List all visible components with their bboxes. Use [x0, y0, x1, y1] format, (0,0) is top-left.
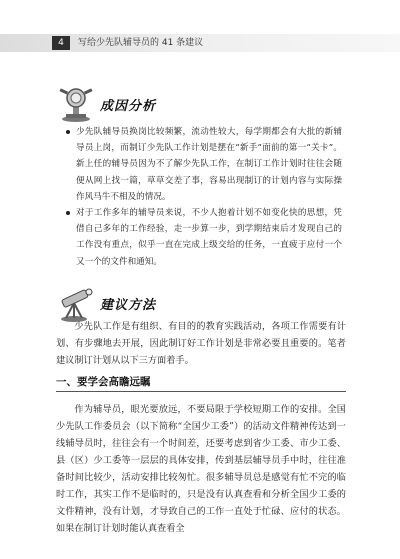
running-title: 写给少先队辅导员的 41 条建议 — [78, 38, 204, 48]
list-item — [66, 205, 342, 270]
analysis-bullet-list — [66, 124, 342, 270]
list-item — [66, 124, 342, 205]
bullet-icon — [66, 211, 70, 215]
page-number: 4 — [52, 36, 70, 50]
body-paragraph: 作为辅导员，眼光要放远，不要局限于学校短期工作的安排。全国少先队工作委员会（以下简称“全国少工委”）的活动文件精神传达到一线辅导员时，往往会有一个时间差，还要考虑到省少工委、市少工委、县（区）少工委等一层层的具体安排，传到基层辅导员手中时，往往准备时间比较少，活动安排比较匆忙。很多辅导员总是感觉有忙不完的临时工作，其实工作不是临时的，只是没有认真查看和分析全国少工委的文件精神，没有计划，才导致自己的工作一直处于忙碌、应付的状态。如果在制订计划时能认真查看全 — [56, 404, 346, 534]
section-heading-methods — [56, 283, 356, 323]
telescope-icon — [56, 283, 96, 323]
methods-intro-paragraph: 少先队工作是有组织、有目的的教育实践活动，各项工作需要有计划、有步骤地去开展，因此制订好工作计划是非常必要且重要的。笔者建议制订计划从以下三方面着手。 — [56, 321, 346, 366]
bullet-icon — [66, 130, 70, 134]
bullet-text: 少先队辅导员换岗比较频繁，流动性较大，每学期都会有大批的新辅导员上岗，而制订少先队工作计划是摆在“新手”面前的第一“关卡”。新上任的辅导员因为不了解少先队工作，在制订工作计划时往往会随便从网上找一篇，草草交差了事，容易出现制订的计划内容与实际操作风马牛不相及的情况。 — [76, 127, 342, 202]
bullet-text: 对于工作多年的辅导员来说，不少人抱着计划不如变化快的思想，凭借自己多年的工作经验，走一步算一步，到学期结束后才发现自己的工作没有重点，似乎一直在完成上级交给的任务，一直疲于应付一个又一个的文件和通知。 — [76, 208, 342, 267]
running-header — [0, 0, 400, 60]
section-heading-analysis — [56, 84, 356, 124]
section-title: 成因分析 — [100, 99, 157, 114]
microscope-icon — [56, 84, 96, 124]
subheading-rule — [56, 391, 346, 392]
section-title: 建议方法 — [100, 298, 157, 313]
subheading: 一、要学会高瞻远瞩 — [56, 376, 151, 388]
